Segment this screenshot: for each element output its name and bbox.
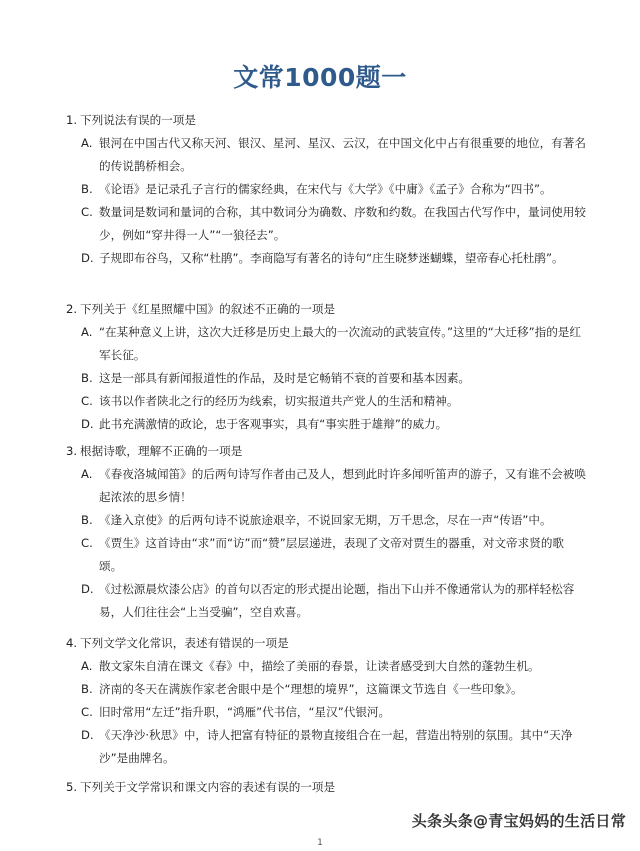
option-a: A. 银河在中国古代又称天河、银汉、星河、星汉、云汉，在中国文化中占有很重要的地位，有著名的传说鹊桥相会。 bbox=[81, 136, 586, 173]
option-a: A. 《春夜洛城闻笛》的后两句诗写作者由己及人，想到此时许多闻听笛声的游子，又有谁不会被唤起浓浓的思乡情！ bbox=[81, 467, 586, 504]
question-number: 3. bbox=[66, 444, 78, 458]
question-stem: 下列关于《红星照耀中国》的叙述不正确的一项是 bbox=[80, 302, 336, 316]
page-number: 1 bbox=[317, 838, 323, 848]
question-stem: 下列关于文学常识和课文内容的表述有误的一项是 bbox=[80, 780, 336, 794]
option-d: D. 《过松源晨炊漆公店》的首句以否定的形式提出论题，指出下山并不像通常认为的那样轻松容易，人们往往会“上当受骗”，空自欢喜。 bbox=[81, 582, 575, 619]
question-number: 2. bbox=[66, 302, 78, 316]
question-2 bbox=[66, 298, 586, 436]
option-c: C. 旧时常用“左迁”指升职，“鸿雁”代书信，“星汉”代银河。 bbox=[81, 705, 391, 719]
option-c: C. 数量词是数词和量词的合称，其中数词分为确数、序数和约数。在我国古代写作中，量词使用较少，例如“穿井得一人”“一狼径去”。 bbox=[81, 205, 586, 242]
question-1 bbox=[66, 109, 586, 270]
question-number: 5. bbox=[66, 780, 78, 794]
question-stem: 下列文学文化常识，表述有错误的一项是 bbox=[80, 636, 289, 650]
option-c: C. 该书以作者陕北之行的经历为线索，切实报道共产党人的生活和精神。 bbox=[81, 394, 459, 408]
question-5 bbox=[66, 776, 586, 799]
option-c: C. 《贾生》这首诗由“求”而“访”而“赞”层层递进，表现了文帝对贾生的器重，对文帝求贤的歌颂。 bbox=[81, 536, 565, 573]
option-d: D. 子规即布谷鸟，又称“杜鹃”。李商隐写有著名的诗句“庄生晓梦迷蝴蝶，望帝春心托杜鹃”。 bbox=[81, 251, 564, 265]
question-stem: 根据诗歌，理解不正确的一项是 bbox=[80, 444, 243, 458]
question-stem: 下列说法有误的一项是 bbox=[80, 113, 196, 127]
question-number: 4. bbox=[66, 636, 78, 650]
option-b: B. 《论语》是记录孔子言行的儒家经典，在宋代与《大学》《中庸》《孟子》合称为“四书”。 bbox=[81, 182, 552, 196]
option-a: A. “在某种意义上讲，这次大迁移是历史上最大的一次流动的武装宣传。”这里的“大迁移”指的是红军长征。 bbox=[81, 325, 581, 362]
option-b: B. 这是一部具有新闻报道性的作品，及时是它畅销不衰的首要和基本因素。 bbox=[81, 371, 471, 385]
question-number: 1. bbox=[66, 113, 78, 127]
question-3 bbox=[66, 440, 586, 624]
page-title: 文常1000题一 bbox=[233, 63, 407, 92]
option-a: A. 散文家朱自清在课文《春》中，描绘了美丽的春景，让读者感受到大自然的蓬勃生机。 bbox=[81, 659, 540, 673]
option-b: B. 《逢入京使》的后两句诗不说旅途艰辛，不说回家无期，万千思念，尽在一声“传语”中。 bbox=[81, 513, 552, 527]
option-d: D. 《天净沙·秋思》中，诗人把富有特征的景物直接组合在一起，营造出特别的氛围。其中“天净沙”是曲牌名。 bbox=[81, 728, 573, 765]
option-b: B. 济南的冬天在满族作家老舍眼中是个“理想的境界”，这篇课文节选自《一些印象》。 bbox=[81, 682, 523, 696]
question-4 bbox=[66, 632, 586, 770]
watermark: 头条头条@青宝妈妈的生活日常 bbox=[411, 812, 626, 830]
option-d: D. 此书充满激情的政论，忠于客观事实，具有“事实胜于雄辩”的威力。 bbox=[81, 417, 448, 431]
